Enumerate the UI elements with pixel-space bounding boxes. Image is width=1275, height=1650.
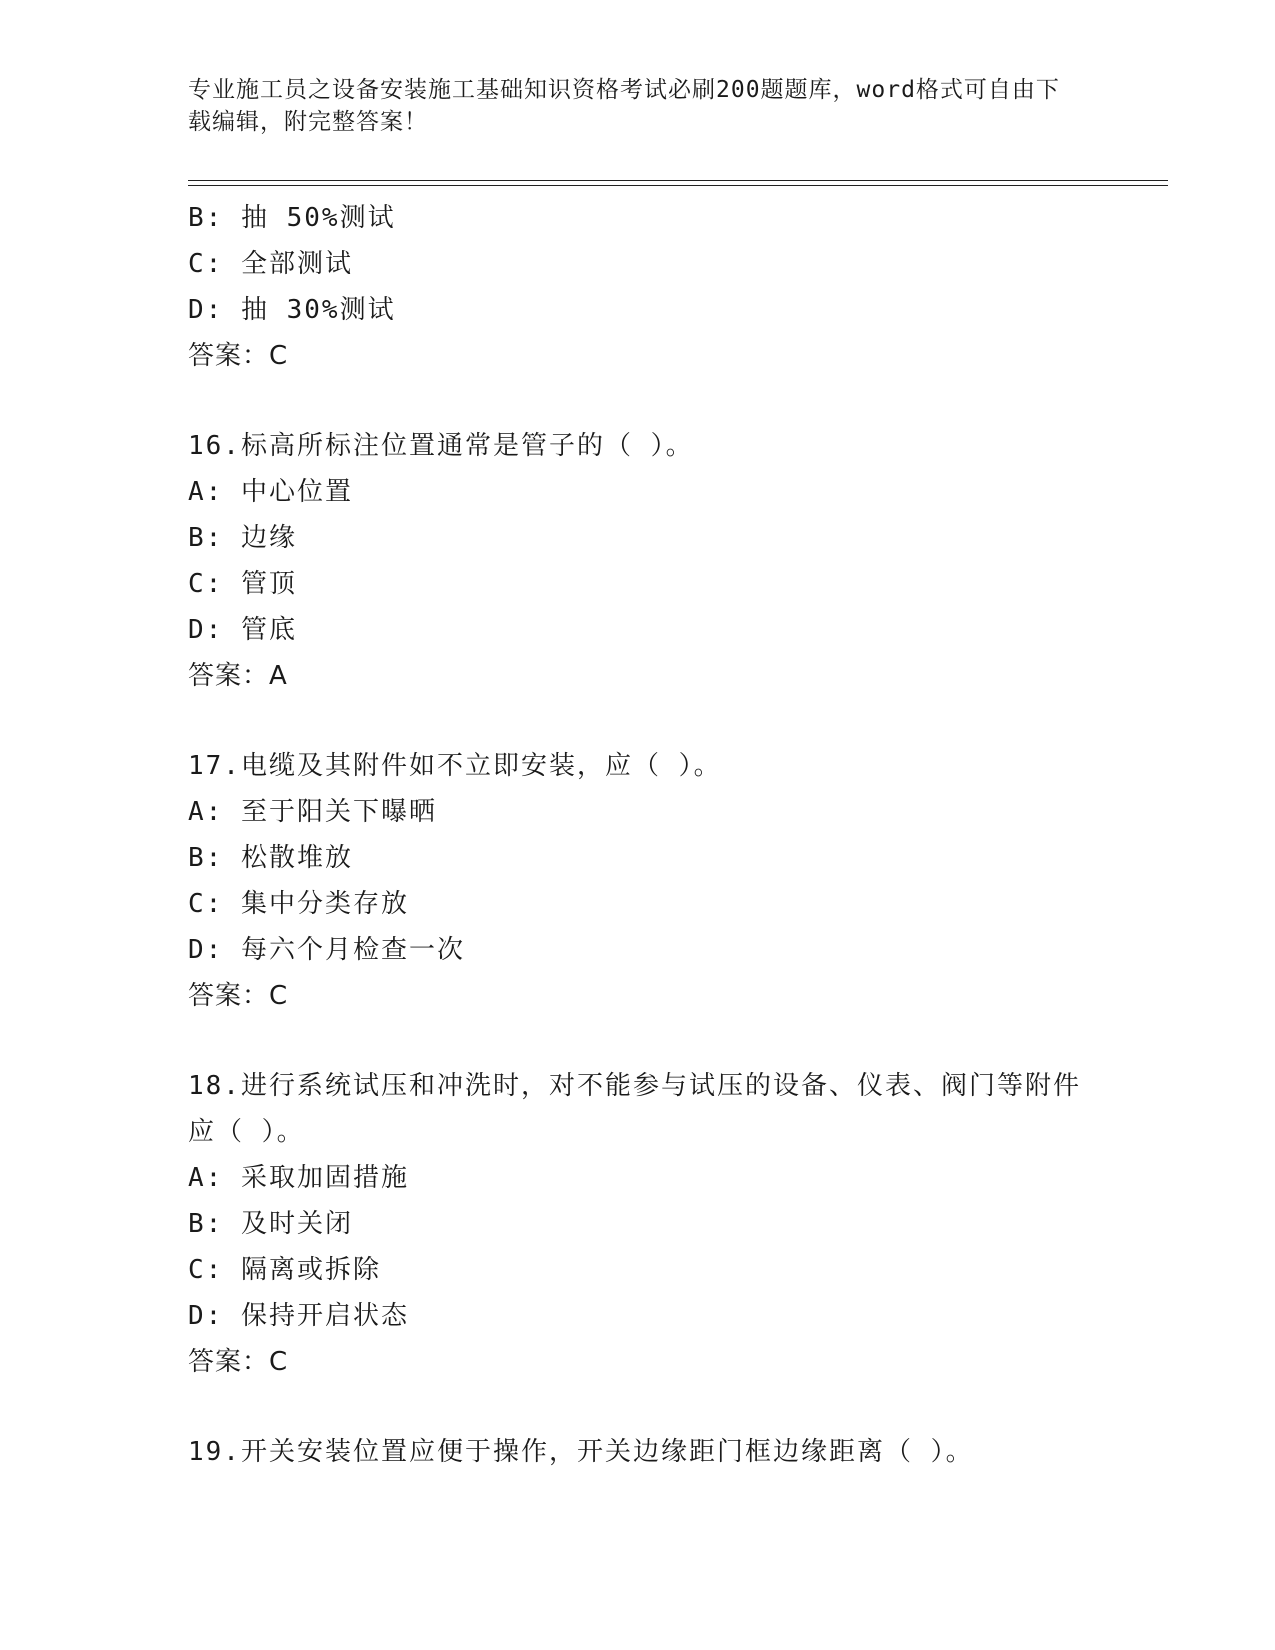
answer-line: 答案：C [188,341,289,371]
question-list [188,195,1168,1475]
question-stem: 16.标高所标注位置通常是管子的（ ）。 [188,431,694,461]
option-a: A: 至于阳关下曝晒 [188,797,437,827]
question-17 [188,743,1168,1019]
question-stem: 18.进行系统试压和冲洗时，对不能参与试压的设备、仪表、阀门等附件应（ ）。 [188,1071,1081,1147]
option-c: C: 隔离或拆除 [188,1255,381,1285]
option-c: C: 全部测试 [188,249,353,279]
question-stem: 19.开关安装位置应便于操作，开关边缘距门框边缘距离（ ）。 [188,1437,974,1467]
document-header: 专业施工员之设备安装施工基础知识资格考试必刷200题题库，word格式可自由下载编辑，附完整答案！ [188,77,1060,135]
option-d: D: 每六个月检查一次 [188,935,465,965]
option-a: A: 中心位置 [188,477,353,507]
spacer [188,699,1168,743]
option-d: D: 管底 [188,615,297,645]
option-c: C: 集中分类存放 [188,889,409,919]
spacer [188,1019,1168,1063]
option-b: B: 边缘 [188,523,297,553]
question-16 [188,423,1168,699]
spacer [188,1385,1168,1429]
header-divider-top [188,180,1168,181]
question-18 [188,1063,1168,1385]
answer-line: 答案：C [188,1347,289,1377]
answer-line: 答案：A [188,661,288,691]
carryover-block [188,195,1168,379]
option-c: C: 管顶 [188,569,297,599]
option-b: B: 抽 50%测试 [188,203,396,233]
header-divider-bottom [188,185,1168,186]
option-a: A: 采取加固措施 [188,1163,409,1193]
spacer [188,379,1168,423]
question-19 [188,1429,1168,1475]
option-d: D: 保持开启状态 [188,1301,409,1331]
option-b: B: 及时关闭 [188,1209,353,1239]
option-b: B: 松散堆放 [188,843,353,873]
answer-line: 答案：C [188,981,289,1011]
option-d: D: 抽 30%测试 [188,295,396,325]
question-stem: 17.电缆及其附件如不立即安装，应（ ）。 [188,751,722,781]
